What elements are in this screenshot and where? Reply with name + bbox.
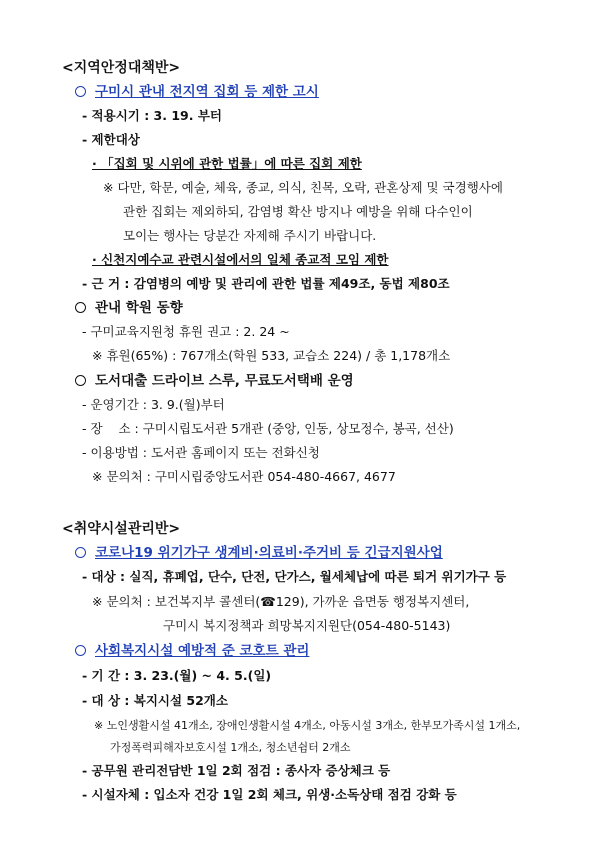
item-heading-cohort-management <box>75 643 309 659</box>
note-exceptions-3: 모이는 행사는 당분간 자제해 주시기 바랍니다. <box>123 228 377 243</box>
line-operation-period: - 운영기간 : 3. 9.(월)부터 <box>82 397 225 412</box>
hollow-circle-bullet-icon <box>75 86 86 97</box>
heading-text: 구미시 관내 전지역 집회 등 제한 고시 <box>95 84 319 100</box>
section-title-regional-stability: <지역안정대책반> <box>62 60 181 76</box>
line-restriction-target: - 제한대상 <box>82 132 140 147</box>
note-support-contact-2: 구미시 복지정책과 희망복지지원단(054-480-5143) <box>163 618 451 633</box>
heading-text: 관내 학원 동향 <box>95 300 183 316</box>
line-shincheonji-restriction: · 신천지예수교 관련시설에서의 일체 종교적 모임 제한 <box>92 252 389 267</box>
line-support-target: - 대상 : 실직, 휴폐업, 단수, 단전, 단가스, 월세체납에 따른 퇴거 위기가구 등 <box>82 569 507 584</box>
item-heading-library-drive-thru <box>75 373 354 389</box>
item-heading-academy-status <box>75 300 183 316</box>
line-cohort-period: - 기 간 : 3. 23.(월) ~ 4. 5.(일) <box>82 668 272 683</box>
item-heading-emergency-support <box>75 545 443 561</box>
heading-text: 코로나19 위기가구 생계비·의료비·주거비 등 긴급지원사업 <box>95 545 443 561</box>
hollow-circle-bullet-icon <box>75 645 86 656</box>
line-official-inspection: - 공무원 관리전담반 1일 2회 점검 : 종사자 증상체크 등 <box>82 763 391 778</box>
heading-text: 도서대출 드라이브 스루, 무료도서택배 운영 <box>95 373 354 389</box>
heading-text: 사회복지시설 예방적 준 코호트 관리 <box>95 643 310 659</box>
hollow-circle-bullet-icon <box>75 547 86 558</box>
note-library-contact: ※ 문의처 : 구미시립중앙도서관 054-480-4667, 4677 <box>92 469 396 484</box>
note-exceptions-1: ※ 다만, 학문, 예술, 체육, 종교, 의식, 친목, 오락, 관혼상제 및 국경행사에 <box>103 180 503 195</box>
note-facility-breakdown-1: ※ 노인생활시설 41개소, 장애인생활시설 4개소, 아동시설 3개소, 한부모가족시설 1개소, <box>94 719 521 732</box>
line-closure-recommendation: - 구미교육지원청 휴원 권고 : 2. 24 ~ <box>82 324 290 339</box>
hollow-circle-bullet-icon <box>75 375 86 386</box>
line-facility-self-check: - 시설자체 : 입소자 건강 1일 2회 체크, 위생·소독상태 점검 강화 등 <box>82 787 457 802</box>
note-support-contact-1: ※ 문의처 : 보건복지부 콜센터(☎129), 가까운 읍면동 행정복지센터, <box>92 594 470 609</box>
item-heading-assembly-restriction <box>75 84 319 100</box>
note-exceptions-2: 관한 집회는 제외하되, 감염병 확산 방지나 예방을 위해 다수인이 <box>123 204 473 219</box>
line-effective-date: - 적용시기 : 3. 19. 부터 <box>82 108 222 123</box>
hollow-circle-bullet-icon <box>75 302 86 313</box>
section-title-vulnerable-facilities: <취약시설관리반> <box>62 521 181 537</box>
note-closure-rate: ※ 휴원(65%) : 767개소(학원 533, 교습소 224) / 총 1,178개소 <box>92 348 451 363</box>
line-usage-method: - 이용방법 : 도서관 홈페이지 또는 전화신청 <box>82 445 320 460</box>
line-assembly-law: · 「집회 및 시위에 관한 법률」에 따른 집회 제한 <box>92 156 362 171</box>
line-locations: - 장 소 : 구미시립도서관 5개관 (중앙, 인동, 상모정수, 봉곡, 선산) <box>82 421 454 436</box>
line-legal-basis: - 근 거 : 감염병의 예방 및 관리에 관한 법률 제49조, 동법 제80조 <box>82 276 450 291</box>
note-facility-breakdown-2: 가정폭력피해자보호시설 1개소, 청소년쉼터 2개소 <box>110 741 351 754</box>
line-cohort-target: - 대 상 : 복지시설 52개소 <box>82 693 228 708</box>
